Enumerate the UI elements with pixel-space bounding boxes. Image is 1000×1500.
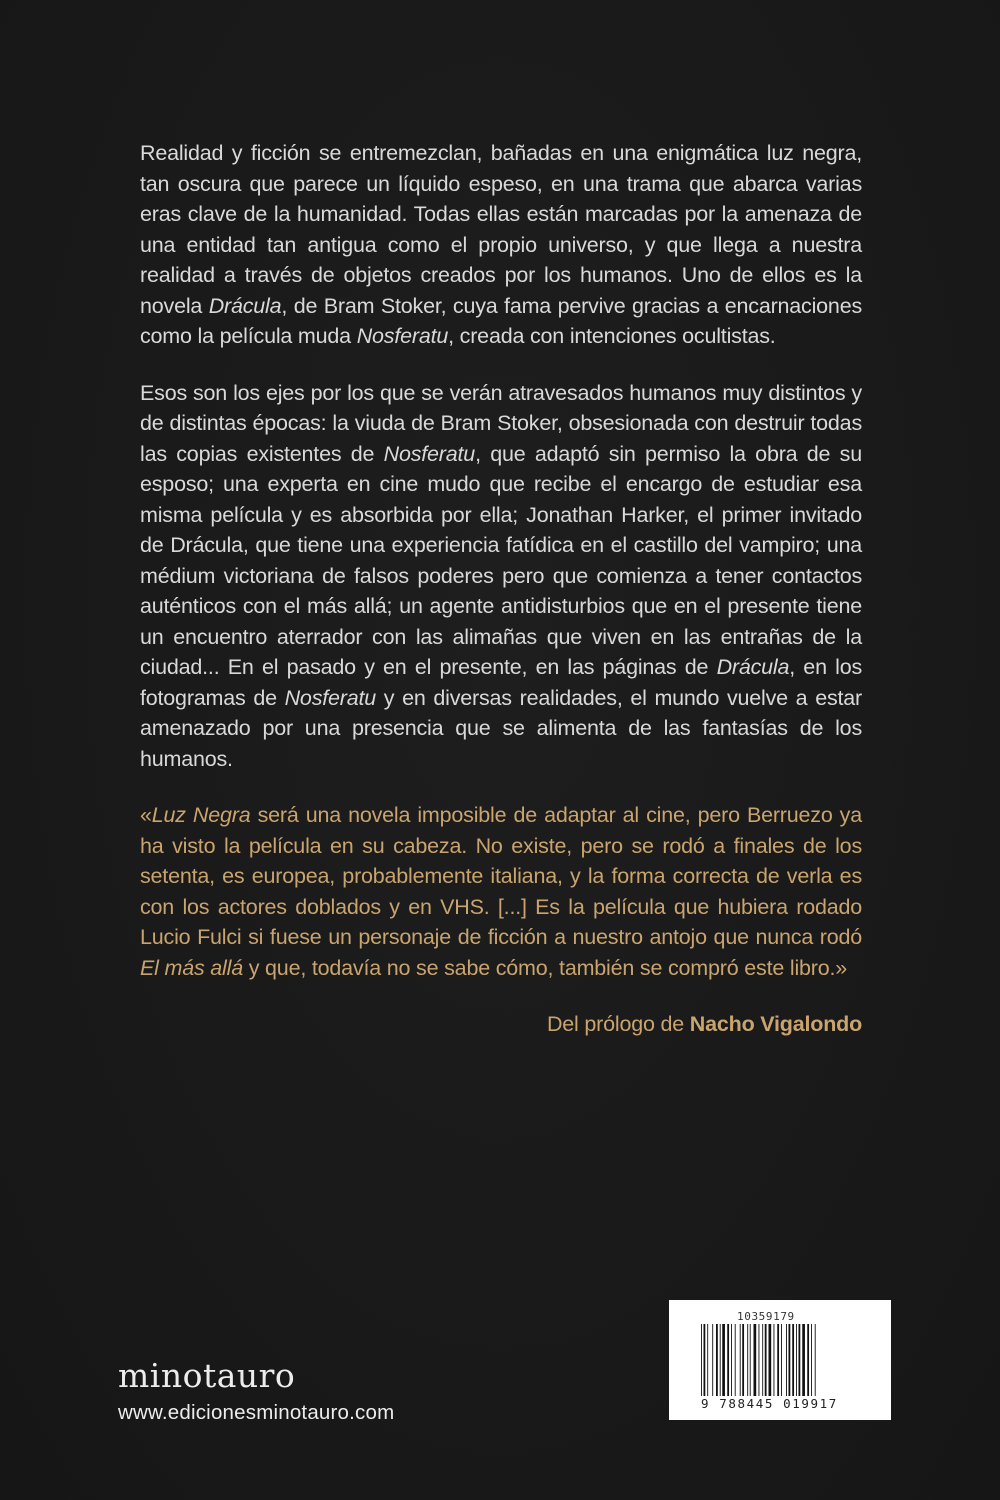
publisher-logo: minotauro — [118, 1356, 296, 1395]
barcode-bar — [807, 1324, 809, 1396]
barcode-bar — [754, 1324, 757, 1396]
italic-title: Nosferatu — [356, 324, 449, 348]
barcode-bar — [789, 1324, 791, 1396]
barcode-bar — [727, 1324, 729, 1396]
barcode-bar — [796, 1324, 797, 1396]
prologue-quote — [140, 800, 862, 983]
synopsis-block — [140, 138, 862, 1040]
barcode-bar — [777, 1324, 779, 1396]
barcode-bar — [799, 1324, 801, 1396]
barcode-bar — [786, 1324, 787, 1396]
attribution-name: Nacho Vigalondo — [689, 1012, 862, 1036]
barcode-bar — [747, 1324, 748, 1396]
italic-title: Nosferatu — [383, 441, 476, 466]
attribution-prefix: Del prólogo de — [546, 1012, 685, 1036]
text-run: , de Bram Stoker, cuya fama pervive gracias a encarnaciones como la película muda — [140, 293, 862, 348]
text-run: « — [140, 803, 152, 827]
barcode-bar — [716, 1324, 718, 1396]
barcode-bar — [781, 1324, 782, 1396]
barcode-bar — [731, 1324, 732, 1396]
barcode-bars — [701, 1324, 859, 1396]
text-run: , en los fotogramas de — [140, 655, 862, 710]
text-run: , que adaptó sin permiso la obra de su esposo; una experta en cine mudo que recibe el encargo de estudiar esa misma película y es absorbida por ella; Jonathan Harker, el primer invitado de Drácula, que tiene una experiencia fatídica en el castillo del vampiro; una médium victoriana de falsos poderes pero que comienza a tener contactos auténticos con el más allá; un agente antidisturbios que en el presente tiene un encuentro aterrador con las alimañas que viven en las entrañas de la ciudad... En el pasado y en el presente, en las páginas de — [140, 441, 862, 679]
text-run: , creada con intenciones ocultistas. — [448, 324, 776, 348]
barcode-bar — [762, 1324, 763, 1396]
barcode-bar — [792, 1324, 794, 1396]
italic-title: El más allá — [140, 955, 243, 980]
text-run: será una novela imposible de adaptar al cine, pero Berruezo ya ha visto la película en su cabeza. No existe, pero se rodó a finales de los setenta, es europea, probablemente italiana, y la forma correcta de verla es con los actores doblados y en VHS. [...] Es la película que hubiera rodado Lucio Fulci si fuese un personaje de ficción a nuestro antojo que nunca rodó — [140, 803, 862, 949]
synopsis-paragraph-1 — [140, 138, 862, 352]
barcode-bar — [769, 1324, 772, 1396]
barcode-internal-code: 10359179 — [737, 1310, 795, 1323]
barcode-bar — [759, 1324, 760, 1396]
publisher-url: www.edicionesminotauro.com — [118, 1401, 395, 1424]
isbn-barcode — [669, 1300, 891, 1420]
italic-title: Drácula — [208, 293, 282, 318]
barcode-bar — [811, 1324, 812, 1396]
text-run: Realidad y ficción se entremezclan, bañadas en una enigmática luz negra, tan oscura que parece un líquido espeso, en una trama que abarca varias eras clave de la humanidad. Todas ellas están marcadas por la amenaza de una entidad tan antigua como el propio universo, y que llega a nuestra realidad a través de objetos creados por los humanos. Uno de ellos es la novela — [140, 141, 862, 318]
barcode-bar — [815, 1324, 816, 1396]
italic-title: Luz Negra — [151, 803, 251, 827]
barcode-bar — [774, 1324, 775, 1396]
text-run: Esos son los ejes por los que se verán atravesados humanos muy distintos y de distintas épocas: la viuda de Bram Stoker, obsesionada con destruir todas las copias existentes de — [140, 380, 862, 466]
barcode-bar — [742, 1324, 744, 1396]
barcode-bar — [740, 1324, 741, 1396]
quote-attribution — [140, 1009, 862, 1040]
barcode-bar — [735, 1324, 736, 1396]
barcode-bar — [707, 1324, 708, 1396]
text-run: y que, todavía no se sabe cómo, también se compró este libro.» — [242, 955, 848, 980]
barcode-bar — [750, 1324, 751, 1396]
text-run: y en diversas realidades, el mundo vuelve a estar amenazado por una presencia que se alimenta de las fantasías de los humanos. — [140, 685, 862, 771]
italic-title: Drácula — [716, 655, 790, 679]
synopsis-paragraph-2 — [140, 378, 862, 775]
italic-title: Nosferatu — [284, 685, 377, 710]
barcode-isbn-digits: 9 788445 019917 — [701, 1396, 838, 1411]
barcode-bar — [704, 1324, 706, 1396]
barcode-bar — [722, 1324, 725, 1396]
barcode-bar — [765, 1324, 767, 1396]
barcode-bar — [701, 1324, 702, 1396]
barcode-bar — [802, 1324, 805, 1396]
barcode-bar — [720, 1324, 721, 1396]
barcode-bar — [712, 1324, 713, 1396]
